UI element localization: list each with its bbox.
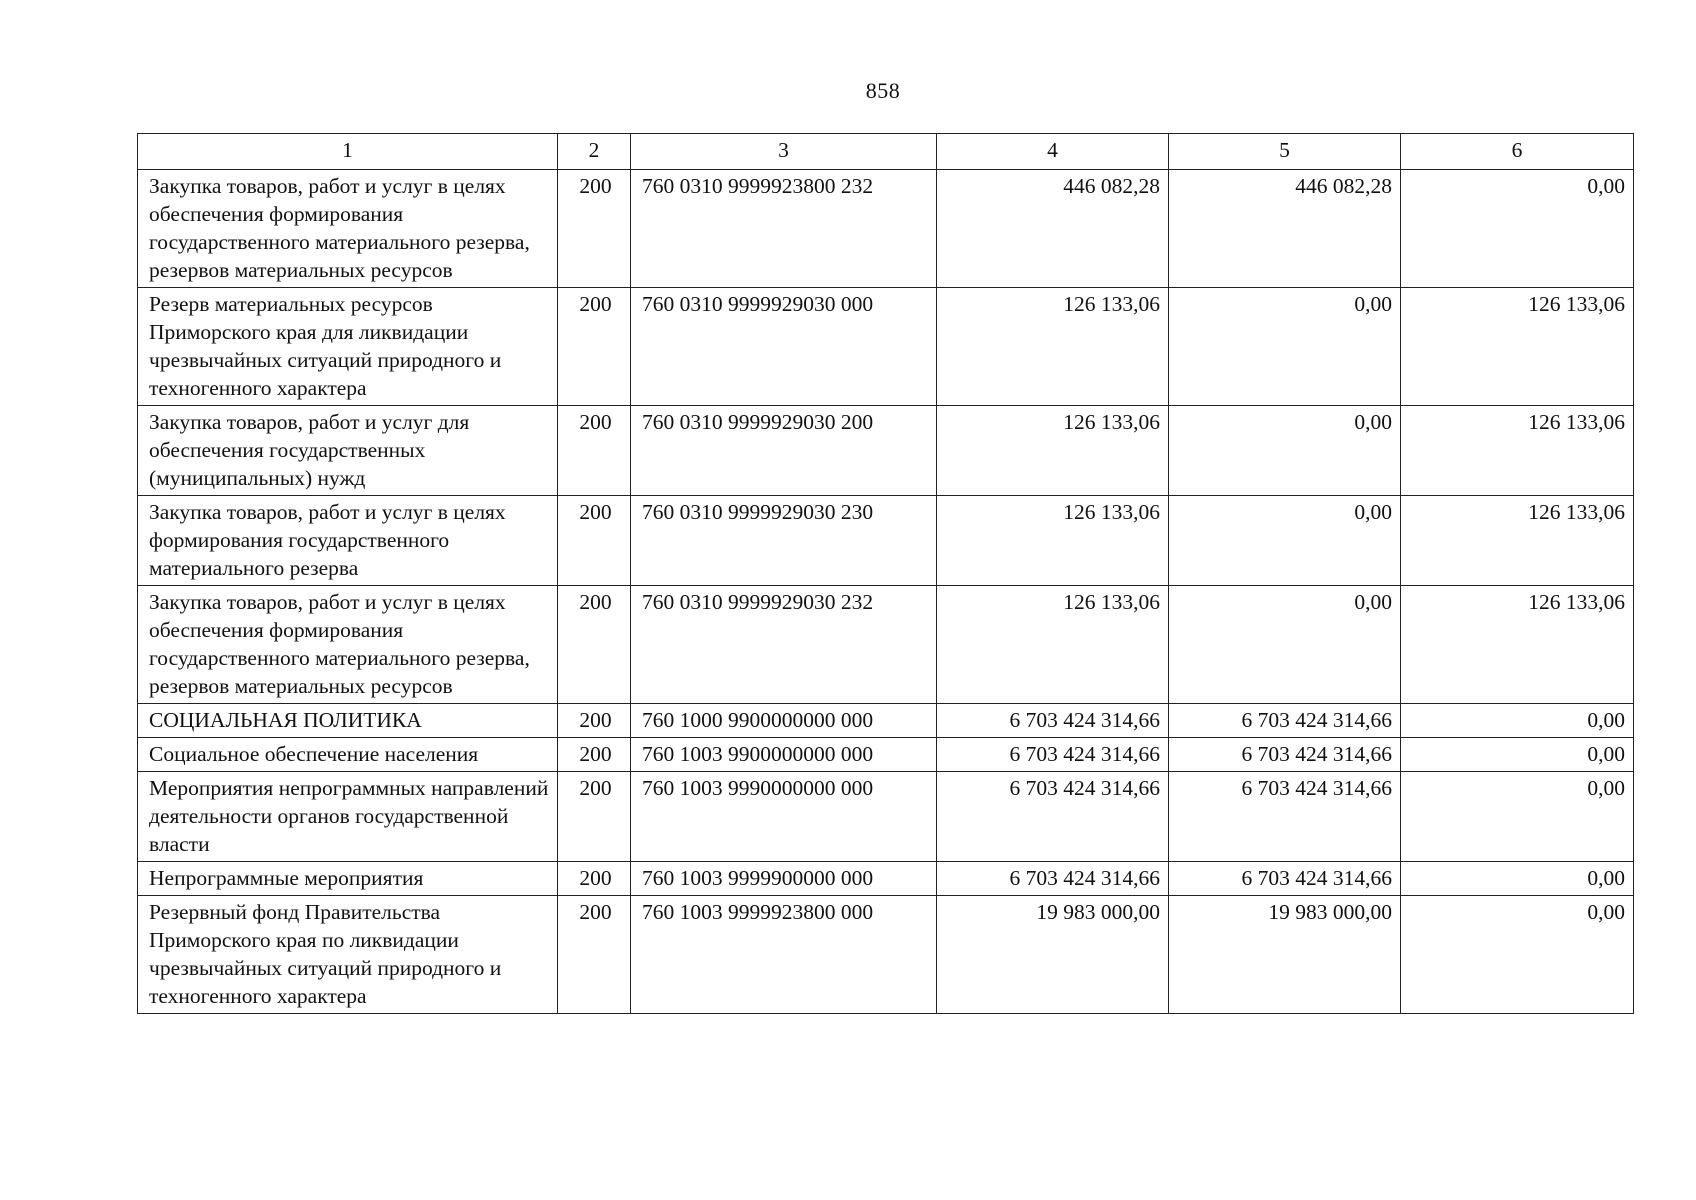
row-code: 200: [558, 896, 631, 1014]
row-col6: 126 133,06: [1401, 406, 1634, 496]
row-col4: 6 703 424 314,66: [937, 704, 1169, 738]
row-kbk: 760 1003 9999923800 000: [631, 896, 937, 1014]
row-col5: 19 983 000,00: [1169, 896, 1401, 1014]
row-col5: 6 703 424 314,66: [1169, 738, 1401, 772]
row-kbk: 760 1003 9990000000 000: [631, 772, 937, 862]
row-col6: 0,00: [1401, 896, 1634, 1014]
row-kbk: 760 0310 9999923800 232: [631, 170, 937, 288]
table-row: [138, 862, 1634, 896]
row-col4: 6 703 424 314,66: [937, 738, 1169, 772]
budget-table: [137, 133, 1634, 1014]
row-code: 200: [558, 586, 631, 704]
row-col6: 0,00: [1401, 862, 1634, 896]
table-row: [138, 738, 1634, 772]
row-col4: 126 133,06: [937, 496, 1169, 586]
header-col-2: 2: [558, 134, 631, 170]
row-col6: 126 133,06: [1401, 288, 1634, 406]
header-row: [138, 134, 1634, 170]
table-row: [138, 704, 1634, 738]
row-col5: 6 703 424 314,66: [1169, 704, 1401, 738]
row-kbk: 760 0310 9999929030 000: [631, 288, 937, 406]
table-row: [138, 772, 1634, 862]
row-col4: 446 082,28: [937, 170, 1169, 288]
table-row: [138, 288, 1634, 406]
row-code: 200: [558, 406, 631, 496]
row-code: 200: [558, 288, 631, 406]
row-code: 200: [558, 862, 631, 896]
table-row: [138, 170, 1634, 288]
row-col5: 0,00: [1169, 586, 1401, 704]
row-col4: 126 133,06: [937, 288, 1169, 406]
row-col4: 6 703 424 314,66: [937, 772, 1169, 862]
header-col-6: 6: [1401, 134, 1634, 170]
row-kbk: 760 0310 9999929030 200: [631, 406, 937, 496]
header-col-1: 1: [138, 134, 558, 170]
row-name: Мероприятия непрограммных направлений деятельности органов государственной власти: [138, 772, 558, 862]
row-name: Закупка товаров, работ и услуг в целях обеспечения формирования государственного материального резерва, резервов материальных ресурсов: [138, 586, 558, 704]
row-kbk: 760 1000 9900000000 000: [631, 704, 937, 738]
row-col5: 446 082,28: [1169, 170, 1401, 288]
row-col6: 0,00: [1401, 704, 1634, 738]
row-col6: 0,00: [1401, 170, 1634, 288]
row-col4: 126 133,06: [937, 406, 1169, 496]
row-kbk: 760 1003 9999900000 000: [631, 862, 937, 896]
row-code: 200: [558, 704, 631, 738]
row-col4: 19 983 000,00: [937, 896, 1169, 1014]
row-name: Резервный фонд Правительства Приморского края по ликвидации чрезвычайных ситуаций природного и техногенного характера: [138, 896, 558, 1014]
row-col5: 6 703 424 314,66: [1169, 862, 1401, 896]
table-row: [138, 496, 1634, 586]
row-name: Закупка товаров, работ и услуг в целях обеспечения формирования государственного материального резерва, резервов материальных ресурсов: [138, 170, 558, 288]
row-kbk: 760 1003 9900000000 000: [631, 738, 937, 772]
row-col5: 6 703 424 314,66: [1169, 772, 1401, 862]
row-kbk: 760 0310 9999929030 230: [631, 496, 937, 586]
row-code: 200: [558, 170, 631, 288]
table-header: [138, 134, 1634, 170]
row-name: Резерв материальных ресурсов Приморского края для ликвидации чрезвычайных ситуаций природного и техногенного характера: [138, 288, 558, 406]
row-name: Закупка товаров, работ и услуг в целях формирования государственного материального резерва: [138, 496, 558, 586]
row-name: Социальное обеспечение населения: [138, 738, 558, 772]
row-col6: 126 133,06: [1401, 496, 1634, 586]
header-col-4: 4: [937, 134, 1169, 170]
header-col-5: 5: [1169, 134, 1401, 170]
row-col6: 126 133,06: [1401, 586, 1634, 704]
row-col5: 0,00: [1169, 496, 1401, 586]
row-col4: 126 133,06: [937, 586, 1169, 704]
page-number: 858: [865, 78, 901, 103]
row-col4: 6 703 424 314,66: [937, 862, 1169, 896]
row-name: Непрограммные мероприятия: [138, 862, 558, 896]
row-name: Закупка товаров, работ и услуг для обеспечения государственных (муниципальных) нужд: [138, 406, 558, 496]
row-col5: 0,00: [1169, 288, 1401, 406]
table-body: [138, 170, 1634, 1014]
table-row: [138, 406, 1634, 496]
row-kbk: 760 0310 9999929030 232: [631, 586, 937, 704]
row-code: 200: [558, 738, 631, 772]
header-col-3: 3: [631, 134, 937, 170]
row-col6: 0,00: [1401, 738, 1634, 772]
table-row: [138, 586, 1634, 704]
row-name: СОЦИАЛЬНАЯ ПОЛИТИКА: [138, 704, 558, 738]
row-col6: 0,00: [1401, 772, 1634, 862]
row-code: 200: [558, 772, 631, 862]
table-row: [138, 896, 1634, 1014]
row-col5: 0,00: [1169, 406, 1401, 496]
row-code: 200: [558, 496, 631, 586]
